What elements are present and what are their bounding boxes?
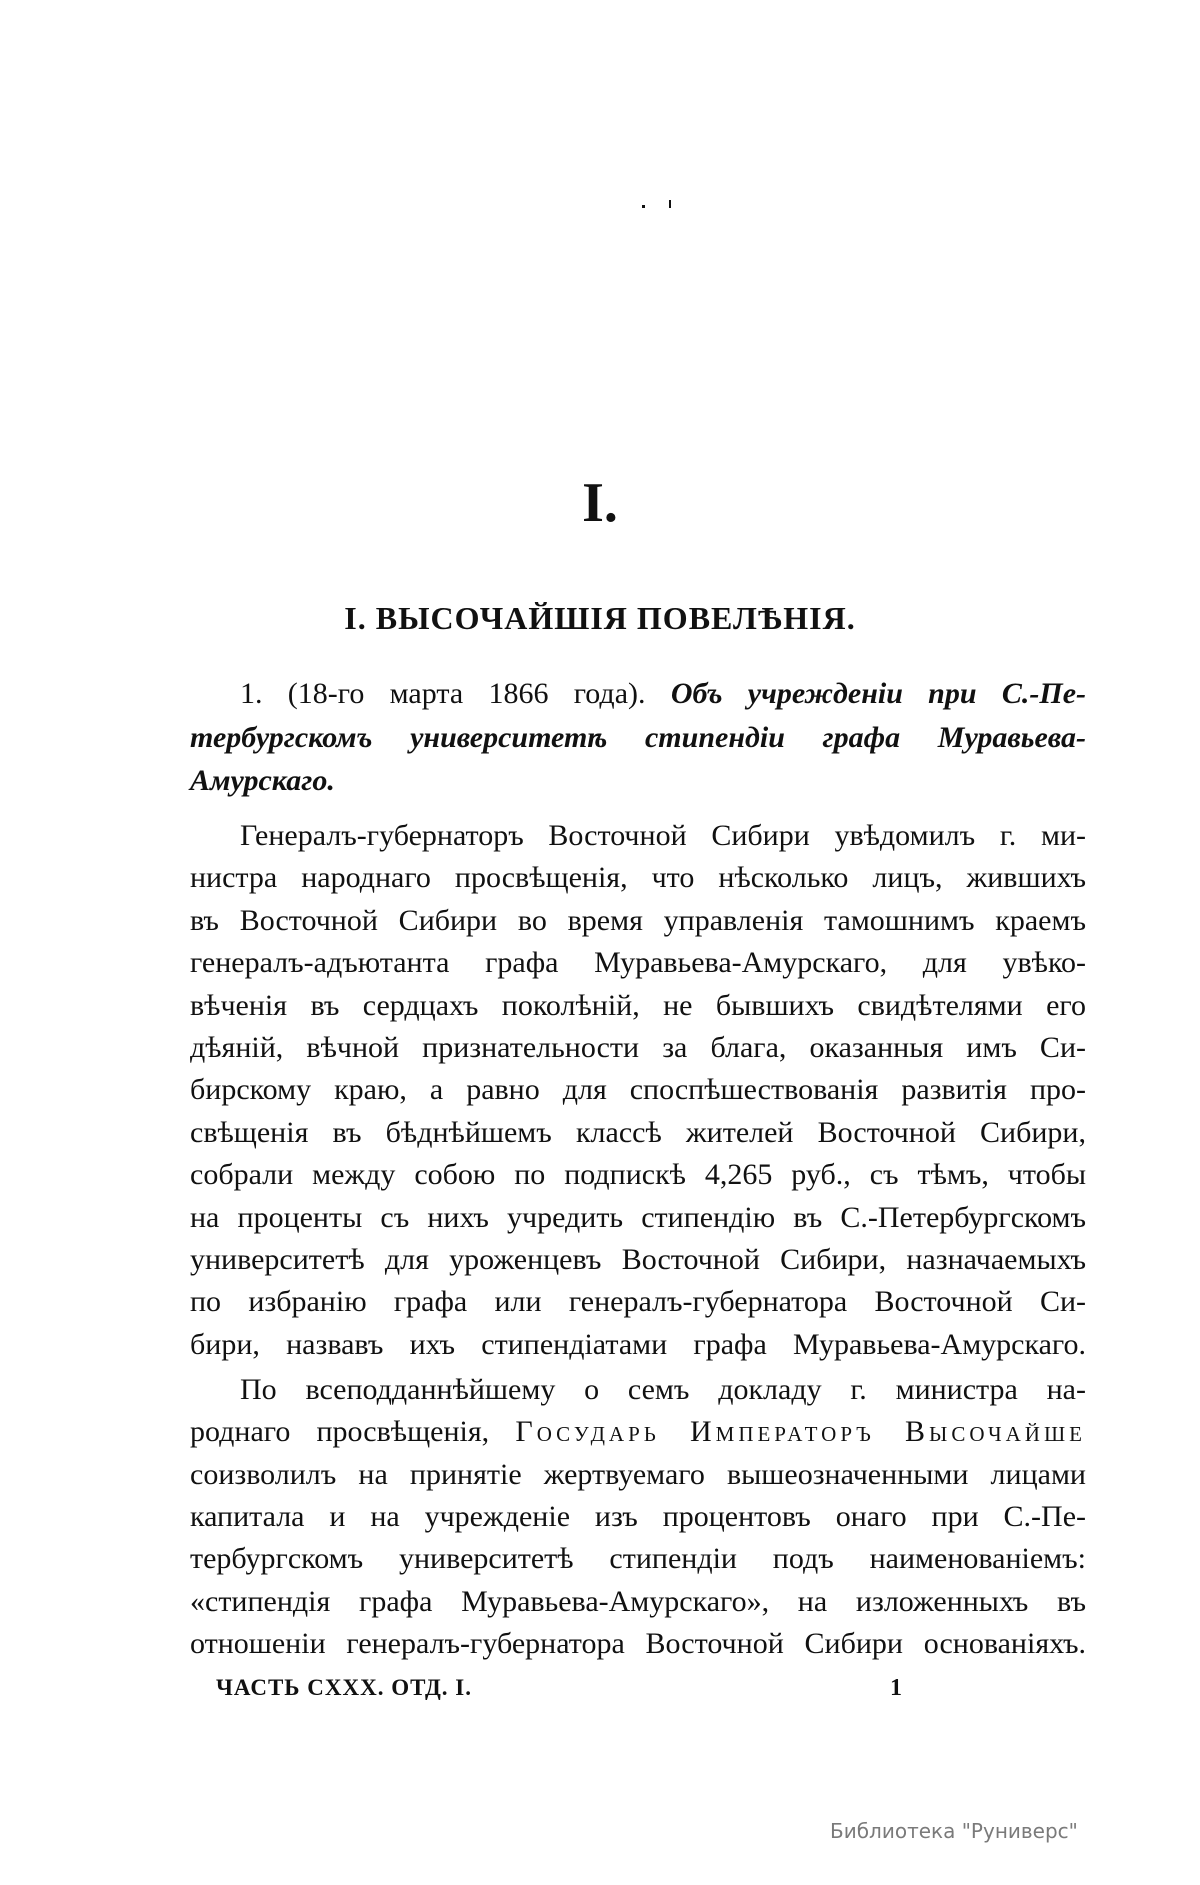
entry-line [240,673,1086,715]
chapter-numeral: I. [582,472,618,534]
body-line: собрали между собою по подпискѣ 4,265 руб., съ тѣмъ, чтобы [190,1158,1086,1191]
body-line: бирскому краю, а равно для споспѣшествованія развитія про- [190,1073,1086,1106]
body-line: на проценты съ нихъ учредить стипендію въ С.-Петербургскомъ [190,1201,1086,1234]
entry-title-line: тербургскомъ университетѣ стипендіи графа Муравьева- [190,721,1086,754]
print-speck [669,200,671,208]
entry-number-date: 1. (18-го марта 1866 года). [240,677,671,710]
body-line: соизволилъ на принятіе жертвуемаго вышеозначенными лицами [190,1458,1086,1491]
body-line: генералъ-адъютанта графа Муравьева-Амурскаго, для увѣко- [190,946,1086,979]
page-number: 1 [890,1675,902,1701]
body-line: по избранію графа или генералъ-губернатора Восточной Си- [190,1285,1086,1318]
body-line: капитала и на учрежденіе изъ процентовъ онаго при С.-Пе- [190,1500,1086,1533]
library-watermark: Библиотека "Руниверс" [830,1819,1078,1843]
body-line: отношеніи генералъ-губернатора Восточной Сибири основаніяхъ. [190,1627,1086,1660]
body-line: Генералъ-губернаторъ Восточной Сибири увѣдомилъ г. ми- [240,819,1086,852]
body-line: «стипендія графа Муравьева-Амурскаго», на изложенныхъ въ [190,1585,1086,1618]
body-line: свѣщенія въ бѣднѣйшемъ классѣ жителей Восточной Сибири, [190,1116,1086,1149]
body-line: дѣяній, вѣчной признательности за блага, оказанныя имъ Си- [190,1031,1086,1064]
body-line: въ Восточной Сибири во время управленія тамошнимъ краемъ [190,904,1086,937]
body-line: университетѣ для уроженцевъ Восточной Сибири, назначаемыхъ [190,1243,1086,1276]
body-line: вѣченія въ сердцахъ поколѣній, не бывшихъ свидѣтелями его [190,989,1086,1022]
spaced-phrase: Государь Императоръ Высочайше [515,1415,1086,1448]
body-line: По всеподданнѣйшему о семъ докладу г. министра на- [240,1373,1086,1406]
body-text: роднаго просвѣщенія, [190,1415,516,1448]
print-speck [642,205,645,208]
body-line: бири, назвавъ ихъ стипендіатами графа Муравьева-Амурскаго. [190,1328,1086,1361]
section-heading: I. ВЫСОЧАЙШІЯ ПОВЕЛѢНІЯ. [344,600,856,636]
signature-mark: ЧАСТЬ CXXX. ОТД. I. [216,1675,472,1700]
body-line [190,1411,1086,1453]
entry-title: Объ учрежденіи при С.-Пе- [670,677,1086,710]
body-line: тербургскомъ университетѣ стипендіи подъ наименованіемъ: [190,1542,1086,1575]
body-line: нистра народнаго просвѣщенія, что нѣсколько лицъ, жившихъ [190,861,1086,894]
entry-title-line: Амурскаго. [190,764,335,797]
